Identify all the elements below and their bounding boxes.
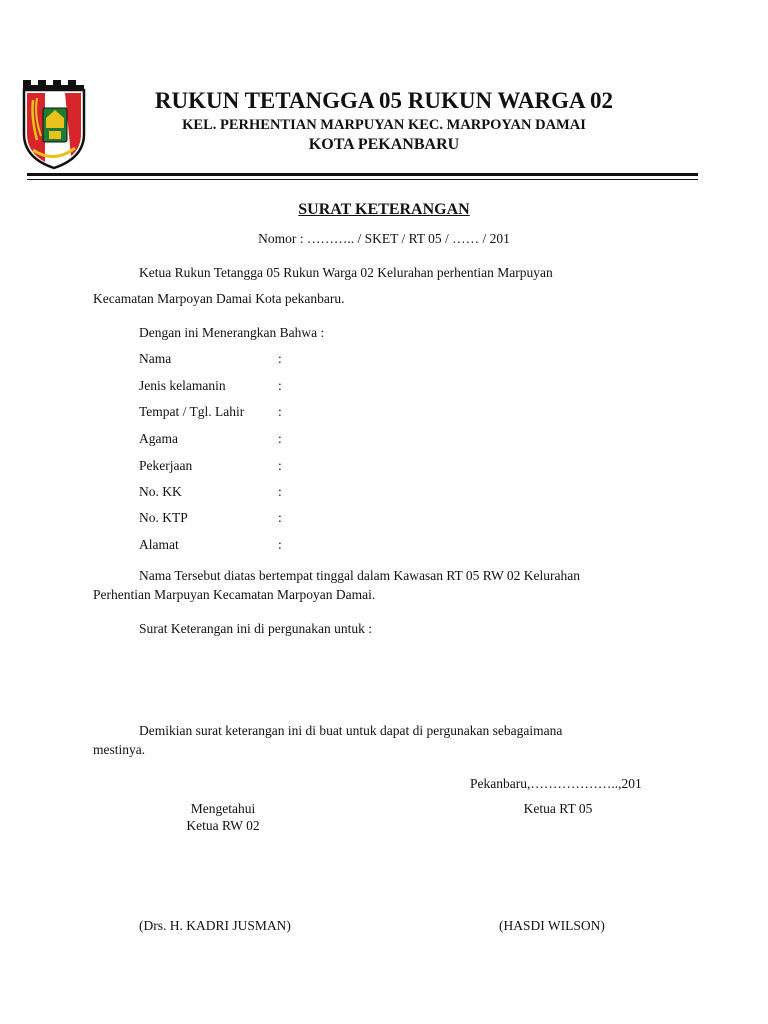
intro-line-2: Kecamatan Marpoyan Damai Kota pekanbaru. [93, 291, 345, 306]
closing-line-2: mestinya. [93, 742, 146, 757]
field-colon: : [278, 404, 282, 419]
field-label-alamat: Alamat [139, 537, 179, 552]
field-colon: : [278, 458, 282, 473]
field-colon: : [278, 510, 282, 525]
right-signer-name: (HASDI WILSON) [499, 918, 605, 933]
left-signer-role-1: Mengetahui [190, 801, 256, 816]
field-colon: : [278, 378, 282, 393]
declaration-text: Dengan ini Menerangkan Bahwa : [139, 325, 325, 340]
document-title-text: SURAT KETERANGAN [298, 201, 470, 218]
field-label-jenis-kelamin: Jenis kelamanin [139, 378, 226, 393]
intro-line-1: Ketua Rukun Tetangga 05 Rukun Warga 02 Kelurahan perhentian Marpuyan [139, 265, 553, 280]
header-divider-thick [27, 173, 698, 176]
field-colon: : [278, 351, 282, 366]
header-divider-thin [27, 179, 698, 180]
place-date: Pekanbaru,………………..,201 [470, 776, 642, 791]
field-label-tempat-tgl-lahir: Tempat / Tgl. Lahir [139, 404, 245, 419]
right-signer-role: Ketua RT 05 [523, 801, 593, 816]
field-label-no-ktp: No. KTP [139, 510, 188, 525]
field-colon: : [278, 537, 282, 552]
left-signer-name: (Drs. H. KADRI JUSMAN) [139, 918, 291, 933]
residence-line-1: Nama Tersebut diatas bertempat tinggal dalam Kawasan RT 05 RW 02 Kelurahan [139, 568, 580, 583]
purpose-text: Surat Keterangan ini di pergunakan untuk : [139, 621, 372, 636]
field-label-agama: Agama [139, 431, 178, 446]
document-number: Nomor : ……….. / SKET / RT 05 / …… / 201 [258, 231, 510, 246]
left-signer-role-2: Ketua RW 02 [186, 818, 260, 833]
field-label-pekerjaan: Pekerjaan [139, 458, 193, 473]
field-label-nama: Nama [139, 351, 172, 366]
document-title [0, 201, 768, 219]
residence-line-2: Perhentian Marpuyan Kecamatan Marpoyan Damai. [93, 587, 376, 602]
letterhead-title: RUKUN TETANGGA 05 RUKUN WARGA 02 [154, 88, 614, 113]
field-colon: : [278, 484, 282, 499]
field-colon: : [278, 431, 282, 446]
closing-line-1: Demikian surat keterangan ini di buat untuk dapat di pergunakan sebagaimana [139, 723, 563, 738]
letterhead-city: KOTA PEKANBARU [308, 136, 460, 153]
field-label-no-kk: No. KK [139, 484, 182, 499]
letterhead-subtitle: KEL. PERHENTIAN MARPUYAN KEC. MARPOYAN DAMAI [182, 117, 586, 133]
